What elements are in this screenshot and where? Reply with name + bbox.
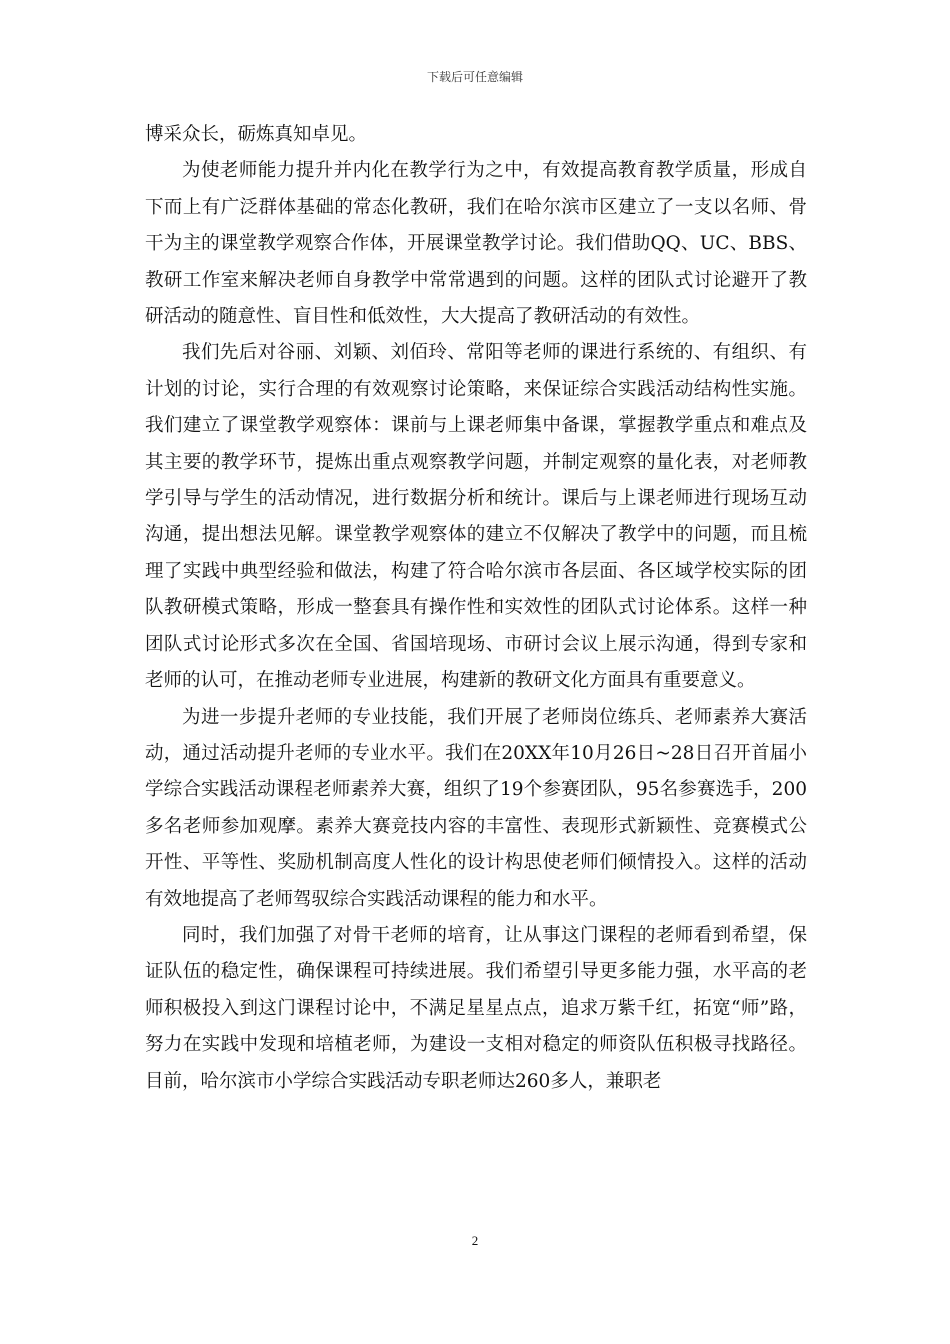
paragraph-continuation: 博采众长，砺炼真知卓见。 xyxy=(145,124,368,145)
paragraph-observation-system: 我们先后对谷丽、刘颖、刘佰玲、常阳等老师的课进行系统的、有组织、有计划的讨论，实行合理的有效观察讨论策略，来保证综合实践活动结构性实施。我们建立了课堂教学观察体：课前与上课老师集中备课，掌握教学重点和难点及其主要的教学环节，提炼出重点观察教学问题，并制定观察的量化表，对老师教学引导与学生的活动情况，进行数据分析和统计。课后与上课老师进行现场互动沟通，提出想法见解。课堂教学观察体的建立不仅解决了教学中的问题，而且梳理了实践中典型经验和做法，构建了符合哈尔滨市各层面、各区域学校实际的团队教研模式策略，形成一整套具有操作性和实效性的团队式讨论体系。这样一种团队式讨论形式多次在全国、省国培现场、市研讨会议上展示沟通，得到专家和老师的认可，在推动老师专业进展，构建新的教研文化方面具有重要意义。 xyxy=(145,342,807,692)
page-header-note: 下载后可任意编辑 xyxy=(426,70,523,84)
paragraph-teaching-research: 为使老师能力提升并内化在教学行为之中，有效提高教育教学质量，形成自下而上有广泛群体基础的常态化教研，我们在哈尔滨市区建立了一支以名师、骨干为主的课堂教学观察合作体，开展课堂教学讨论。我们借助QQ、UC、BBS、教研工作室来解决老师自身教学中常常遇到的问题。这样的团队式讨论避开了教研活动的随意性、盲目性和低效性，大大提高了教研活动的有效性。 xyxy=(145,160,807,328)
page-number: 2 xyxy=(471,1233,479,1248)
paragraph-skills-contest: 为进一步提升老师的专业技能，我们开展了老师岗位练兵、老师素养大赛活动，通过活动提升老师的专业水平。我们在20XX年10月26日~28日召开首届小学综合实践活动课程老师素养大赛，组织了19个参赛团队，95名参赛选手，200多名老师参加观摩。素养大赛竞技内容的丰富性、表现形式新颖性、竞赛模式公开性、平等性、奖励机制高度人性化的设计构思使老师们倾情投入。这样的活动有效地提高了老师驾驭综合实践活动课程的能力和水平。 xyxy=(145,706,807,910)
document-body xyxy=(145,117,807,1100)
paragraph-teacher-training: 同时，我们加强了对骨干老师的培育，让从事这门课程的老师看到希望，保证队伍的稳定性，确保课程可持续进展。我们希望引导更多能力强，水平高的老师积极投入到这门课程讨论中，不满足星星点点，追求万紫千红，拓宽“师”路，努力在实践中发现和培植老师，为建设一支相对稳定的师资队伍积极寻找路径。目前，哈尔滨市小学综合实践活动专职老师达260多人，兼职老 xyxy=(145,924,807,1092)
